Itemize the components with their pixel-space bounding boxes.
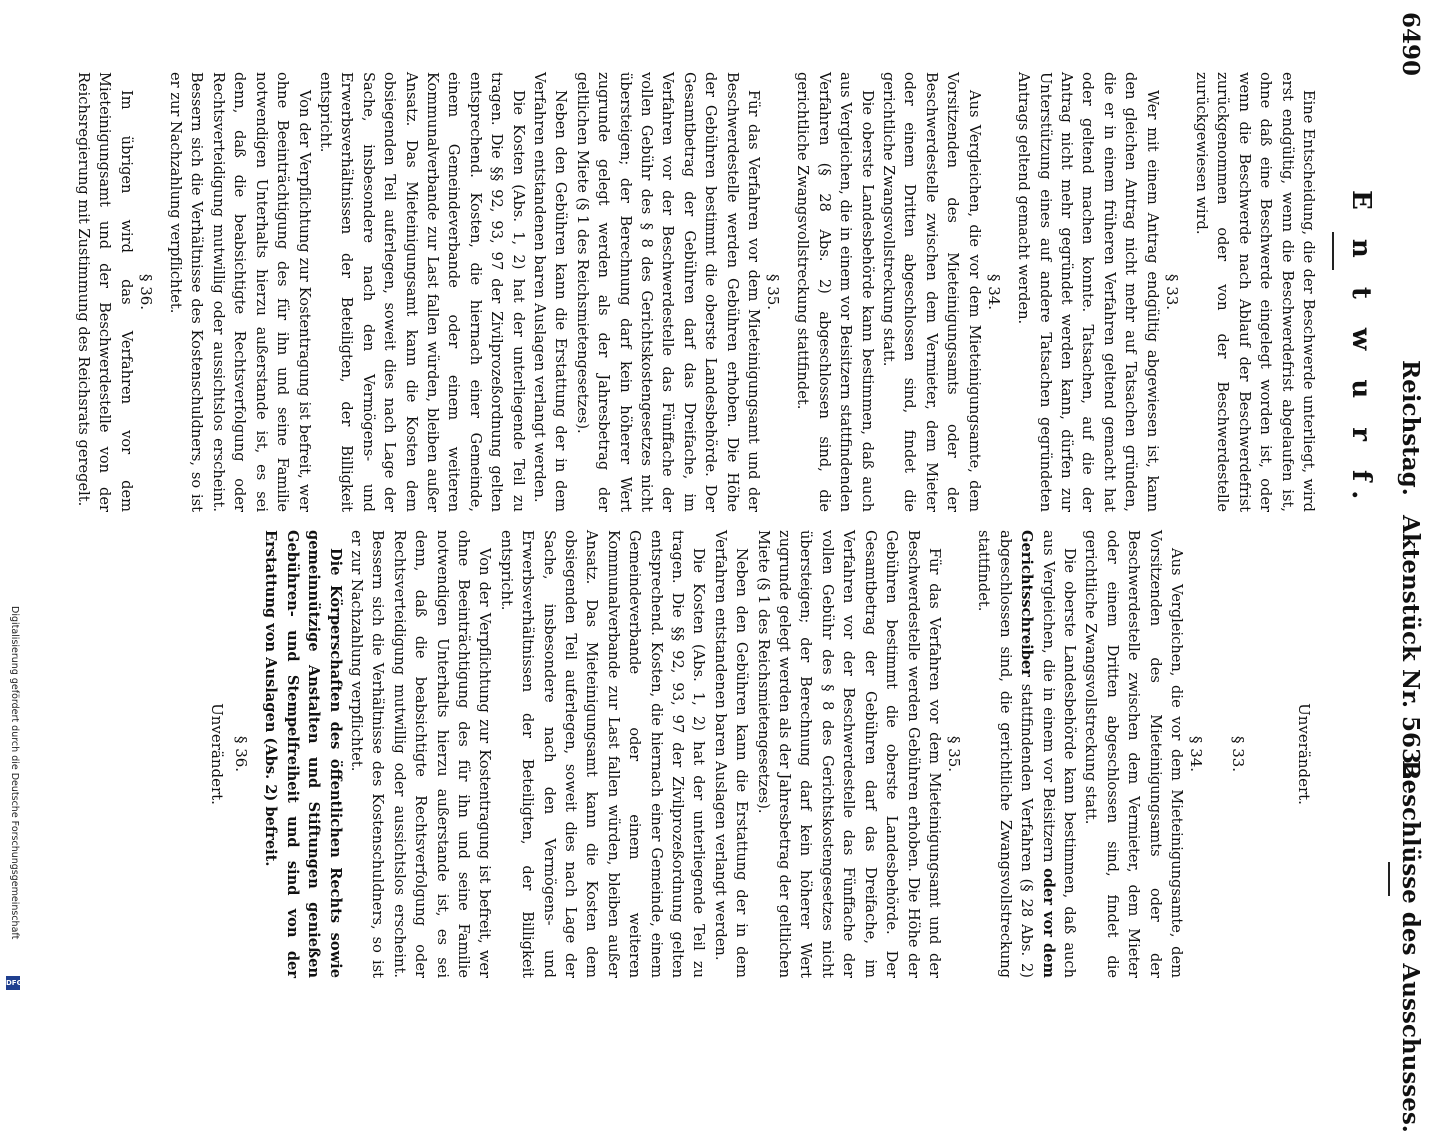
section-34-para-2-right-a: Die oberste Landesbehörde kann bestimmen, daß auch aus Vergleichen, die in einem vor Beisitzern (1039, 530, 1078, 978)
header-aktenstueck: Aktenstück Nr. 5632. (1397, 515, 1424, 789)
section-36-heading: § 36. (136, 273, 155, 311)
section-34-heading: § 34. (984, 273, 1003, 311)
section-36-unveraendert: Unverändert. (207, 703, 226, 805)
credit-text: Digitalisierung gefördert durch die Deutsche Forschungsgemeinschaft (9, 606, 20, 940)
right-column (208, 530, 1319, 978)
title-rule (1332, 232, 1334, 270)
section-36-text: Im übrigen wird das Verfahren vor dem Mieteinigungsamt und der Beschwerdestelle von der Reichsregierung mit Zustimmung des Reichsrats geregelt. (74, 72, 135, 512)
section-36-heading-right: § 36. (231, 735, 250, 773)
section-33-heading-right: § 33. (1229, 735, 1247, 773)
beschluesse-rule (1388, 862, 1390, 896)
digitization-credit (6, 606, 23, 991)
header-beschluesse: Beschlüsse des Ausschusses. (1397, 760, 1424, 1133)
section-35-para-4-right: Von der Verpflichtung zur Kostentragung ist befreit, wer ohne Beeinträchtigung des für ihn und seine Familie notwendigen Unterhalts hierzu außerstande ist, es sei denn, daß die beabsichtigte Rechtsverfolgung oder Rechtsverteidigung mutwillig oder aussichtslos erscheint. Bessern sich die Verhältnisse des Kostenschuldners, so ist er zur Nachzahlung verpflichtet. (347, 530, 494, 978)
section-34-para-2-right (973, 530, 1080, 978)
section-35-para-3-right: Die Kosten (Abs. 1, 2) hat der unterliegende Teil zu tragen. Die §§ 92, 93, 97 der Zivilprozeßordnung gelten entsprechend. Kosten, die hiernach einer Gemeinde, einem Gemeindeverbande oder einem weiteren Kommunalverbande zur Last fallen würden, bleiben außer Ansatz. Das Mieteinigungsamt kann die Kosten dem obsiegenden Teil auferlegen, soweit dies nach Lage der Sache, insbesondere nach den Vermögens- und Erwerbsverhältnissen der Beteiligten, der Billigkeit entspricht. (497, 530, 708, 978)
section-34-para-1: Aus Vergleichen, die vor dem Mieteinigungsamte, dem Vorsitzenden des Mieteinigungsamts oder der Beschwerdestelle zwischen dem Vermieter, dem Mieter oder einem Dritten abgeschlossen sind, findet die gerichtliche Zwangsvollstreckung statt. (880, 72, 983, 512)
section-34-para-2-right-b: stattfindenden Verfahren (§ 28 Abs. 2) abgeschlossen sind, die gerichtliche Zwangsvollstreckung stattfindet. (975, 530, 1036, 978)
dfg-logo: DFG (6, 976, 20, 990)
section-34-para-1-right: Aus Vergleichen, die vor dem Mieteinigungsamte, dem Vorsitzenden des Mieteinigungsamts oder der Beschwerdestelle zwischen dem Vermieter, dem Mieter oder einem Dritten abgeschlossen sind, findet die gerichtliche Zwangsvollstreckung statt. (1082, 530, 1185, 978)
section-35-para-2: Neben den Gebühren kann die Erstattung der in dem Verfahren entstandenen baren Auslagen verlangt werden. (531, 72, 570, 512)
section-35-heading-right: § 35. (944, 735, 963, 773)
section-33-unveraendert: Unverändert. (1295, 703, 1313, 805)
section-34-heading-right: § 34. (1187, 735, 1205, 773)
section-33-heading: § 33. (1162, 273, 1181, 311)
section-33-text: Wer mit einem Antrag endgültig abgewiesen ist, kann den gleichen Antrag nicht mehr auf Tatsachen gründen, die er in einem früheren Verfahren geltend gemacht hat oder geltend machen konnte. Tatsachen, auf die der Antrag nicht mehr gegründet werden kann, dürfen zur Unterstützung eines auf andere Tatsachen gegründeten Antrags geltend gemacht werden. (1015, 72, 1161, 512)
page-number: 6490 (1397, 12, 1424, 77)
section-35-added-paragraph: Die Körperschaften des öffentlichen Rechts sowie gemeinnützige Anstalten und Stiftungen genießen Gebühren- und Stempelfreiheit und sind von der Erstattung von Auslagen (Abs. 2) befreit. (262, 530, 344, 978)
section-35-para-4: Von der Verpflichtung zur Kostentragung ist befreit, wer ohne Beeinträchtigung des für ihn und seine Familie notwendigen Unterhalts hierzu außerstande ist, es sei denn, daß die beabsichtigte Rechtsverfolgung oder Rechtsverteidigung mutwillig oder aussichtslos erscheint. Bessern sich die Verhältnisse des Kostenschuldners, so ist er zur Nachzahlung verpflichtet. (167, 72, 313, 512)
section-35-para-3: Die Kosten (Abs. 1, 2) hat der unterliegende Teil zu tragen. Die §§ 92, 93, 97 der Zivilprozeßordnung gelten entsprechend. Kosten, die hiernach einer Gemeinde, einem Gemeindeverbande oder einem weiteren Kommunalverbande zur Last fallen würden, bleiben außer Ansatz. Das Mieteinigungsamt kann die Kosten dem obsiegenden Teil auferlegen, soweit dies nach Lage der Sache, insbesondere nach den Vermögens- und Erwerbsverhältnissen der Beteiligten, der Billigkeit entspricht. (316, 72, 527, 512)
section-34-para-2: Die oberste Landesbehörde kann bestimmen, daß auch aus Vergleichen, die in einem vor Beisitzern stattfindenden Verfahren (§ 28 Abs. 2) abgeschlossen sind, die gerichtliche Zwangsvollstreckung stattfindet. (794, 72, 876, 512)
entwurf-title: E n t w u r f. (1346, 190, 1376, 510)
section-35-para-2-right: Neben den Gebühren kann die Erstattung der in dem Verfahren entstandenen baren Auslagen verlangt werden. (711, 530, 751, 978)
section-35-heading: § 35. (764, 273, 783, 311)
left-column (72, 72, 1319, 512)
section-35-para-1: Für das Verfahren vor dem Mieteinigungsamt und der Beschwerdestelle werden Gebühren erhoben. Die Höhe der Gebühren bestimmt die oberste Landesbehörde. Der Gesamtbetrag der Gebühren darf das Dreifache, im Verfahren vor der Beschwerdestelle das Fünffache der vollen Gebühr des § 8 des Gerichtskostengesetzes nicht übersteigen; der Berechnung darf kein höherer Wert zugrunde gelegt werden als der Jahresbetrag der geltlichen Miete (§ 1 des Reichsmietengesetzes). (573, 72, 763, 512)
entscheidung-paragraph: Eine Entscheidung, die der Beschwerde unterliegt, wird erst endgültig, wenn die Beschwerdefrist abgelaufen ist, ohne daß eine Beschwerde eingelegt worden ist, oder wenn die Beschwerde nach Ablauf der Beschwerdefrist zurückgenommen oder von der Beschwerdestelle zurückgewiesen wird. (1192, 72, 1317, 512)
section-35-para-1-right: Für das Verfahren vor dem Mieteinigungsamt und der Beschwerdestelle werden Gebühren erhoben. Die Höhe der Gebühren bestimmt die oberste Landesbehörde. Der Gesamtbetrag der Gebühren darf das Dreifache, im Verfahren vor der Beschwerdestelle das Fünffache der vollen Gebühr des § 8 des Gerichtskostengesetzes nicht übersteigen; der Berechnung darf kein höherer Wert zugrunde gelegt werden als der Jahresbetrag der geltlichen Miete (§ 1 des Reichsmietengesetzes). (754, 530, 943, 978)
header-reichstag: Reichstag. (1397, 360, 1424, 496)
section-34-added-text: oder vor dem Gerichtsschreiber (1018, 530, 1057, 978)
